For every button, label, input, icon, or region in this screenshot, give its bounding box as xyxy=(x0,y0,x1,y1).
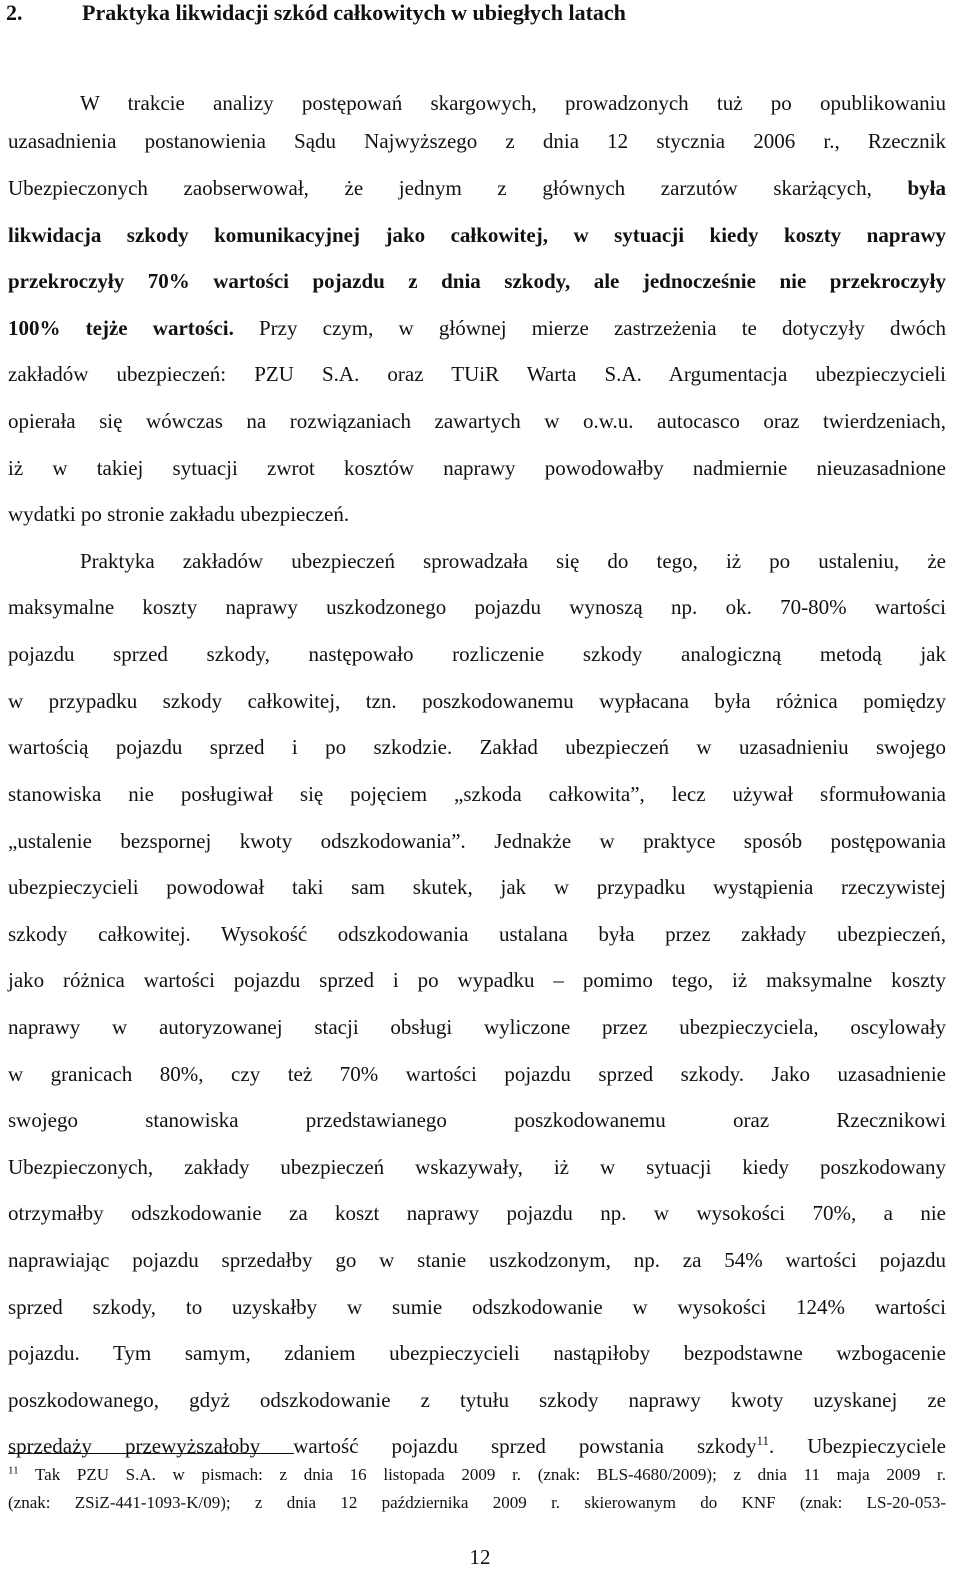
text-line: naprawy w autoryzowanej stacji obsługi wyliczone przez ubezpieczyciela, oscylowały xyxy=(8,1015,946,1039)
footnote-text: Tak PZU S.A. w pismach: z dnia 16 listopada 2009 r. (znak: BLS-4680/2009); z dnia 11 maja 2009 r. xyxy=(18,1465,946,1484)
bold-text: likwidacja szkody komunikacyjnej jako całkowitej, w sytuacji kiedy koszty naprawy xyxy=(8,223,946,247)
text-line: wartością pojazdu sprzed i po szkodzie. Zakład ubezpieczeń w uzasadnieniu swojego xyxy=(8,735,946,759)
text-line: iż w takiej sytuacji zwrot kosztów naprawy powodowałby nadmiernie nieuzasadnione xyxy=(8,456,946,480)
footnote-line xyxy=(8,1463,946,1487)
text-line xyxy=(8,220,946,250)
text-line: swojego stanowiska przedstawianego poszkodowanemu oraz Rzecznikowi xyxy=(8,1108,946,1132)
text-span: Ubezpieczonych zaobserwował, że jednym z głównych zarzutów skarżących, xyxy=(8,176,908,200)
text-line: uzasadnienia postanowienia Sądu Najwyższego z dnia 12 stycznia 2006 r., Rzecznik xyxy=(8,129,946,153)
text-line: sprzed szkody, to uzyskałby w sumie odszkodowanie w wysokości 124% wartości xyxy=(8,1295,946,1319)
text-line: szkody całkowitej. Wysokość odszkodowania ustalana była przez zakłady ubezpieczeń, xyxy=(8,922,946,946)
section-number: 2. xyxy=(6,0,23,25)
section-heading xyxy=(6,0,956,30)
text-line: Praktyka zakładów ubezpieczeń sprowadzała się do tego, iż po ustaleniu, że xyxy=(80,549,946,573)
text-line: Ubezpieczonych, zakłady ubezpieczeń wskazywały, iż w sytuacji kiedy poszkodowany xyxy=(8,1155,946,1179)
text-line: ubezpieczycieli powodował taki sam skutek, jak w przypadku wystąpienia rzeczywistej xyxy=(8,875,946,899)
text-line: stanowiska nie posługiwał się pojęciem „szkoda całkowita”, lecz używał sformułowania xyxy=(8,782,946,806)
footnote-separator xyxy=(8,1453,294,1454)
bold-text: była xyxy=(907,176,946,200)
text-line: opierała się wówczas na rozwiązaniach zawartych w o.w.u. autocasco oraz twierdzeniach, xyxy=(8,409,946,433)
text-line: poszkodowanego, gdyż odszkodowanie z tytułu szkody naprawy kwoty uzyskanej ze xyxy=(8,1388,946,1412)
text-line: pojazdu sprzed szkody, następowało rozliczenie szkody analogiczną metodą jak xyxy=(8,642,946,666)
text-line: „ustalenie bezspornej kwoty odszkodowania”. Jednakże w praktyce sposób postępowania xyxy=(8,829,946,853)
text-line: maksymalne koszty naprawy uszkodzonego pojazdu wynoszą np. ok. 70-80% wartości xyxy=(8,595,946,619)
text-line xyxy=(8,313,946,343)
text-span: Przy czym, w głównej mierze zastrzeżenia te dotyczyły dwóch xyxy=(233,316,946,340)
text-line: w granicach 80%, czy też 70% wartości pojazdu sprzed szkody. Jako uzasadnienie xyxy=(8,1062,946,1086)
text-span: . Ubezpieczyciele xyxy=(769,1434,946,1458)
text-line xyxy=(8,173,946,203)
text-line: wydatki po stronie zakładu ubezpieczeń. xyxy=(8,502,350,526)
text-line xyxy=(8,1431,946,1461)
text-line: otrzymałby odszkodowanie za koszt naprawy pojazdu np. w wysokości 70%, a nie xyxy=(8,1201,946,1225)
text-line: W trakcie analizy postępowań skargowych, prowadzonych tuż po opublikowaniu xyxy=(80,91,946,115)
section-title: Praktyka likwidacji szkód całkowitych w ubiegłych latach xyxy=(82,0,626,25)
text-line: w przypadku szkody całkowitej, tzn. poszkodowanemu wypłacana była różnica pomiędzy xyxy=(8,689,946,713)
footnote-number: 11 xyxy=(8,1464,19,1477)
text-line xyxy=(8,266,946,296)
text-line: naprawiając pojazdu sprzedałby go w stanie uszkodzonym, np. za 54% wartości pojazdu xyxy=(8,1248,946,1272)
bold-text: przekroczyły 70% wartości pojazdu z dnia szkody, ale jednocześnie nie przekroczyły xyxy=(8,269,946,293)
footnote-line: (znak: ZSiZ-441-1093-K/09); z dnia 12 października 2009 r. skierowanym do KNF (znak: LS-20-053- xyxy=(8,1493,946,1512)
text-line: zakładów ubezpieczeń: PZU S.A. oraz TUiR Warta S.A. Argumentacja ubezpieczycieli xyxy=(8,362,946,386)
text-span: sprzedaży przewyższałoby wartość pojazdu sprzed powstania szkody xyxy=(8,1434,757,1458)
text-line: jako różnica wartości pojazdu sprzed i po wypadku – pomimo tego, iż maksymalne koszty xyxy=(8,968,946,992)
footnote-reference[interactable]: 11 xyxy=(756,1433,769,1448)
text-line: pojazdu. Tym samym, zdaniem ubezpieczycieli nastąpiłoby bezpodstawne wzbogacenie xyxy=(8,1341,946,1365)
page-number: 12 xyxy=(469,1545,491,1569)
bold-text: 100% tejże wartości. xyxy=(8,316,234,340)
